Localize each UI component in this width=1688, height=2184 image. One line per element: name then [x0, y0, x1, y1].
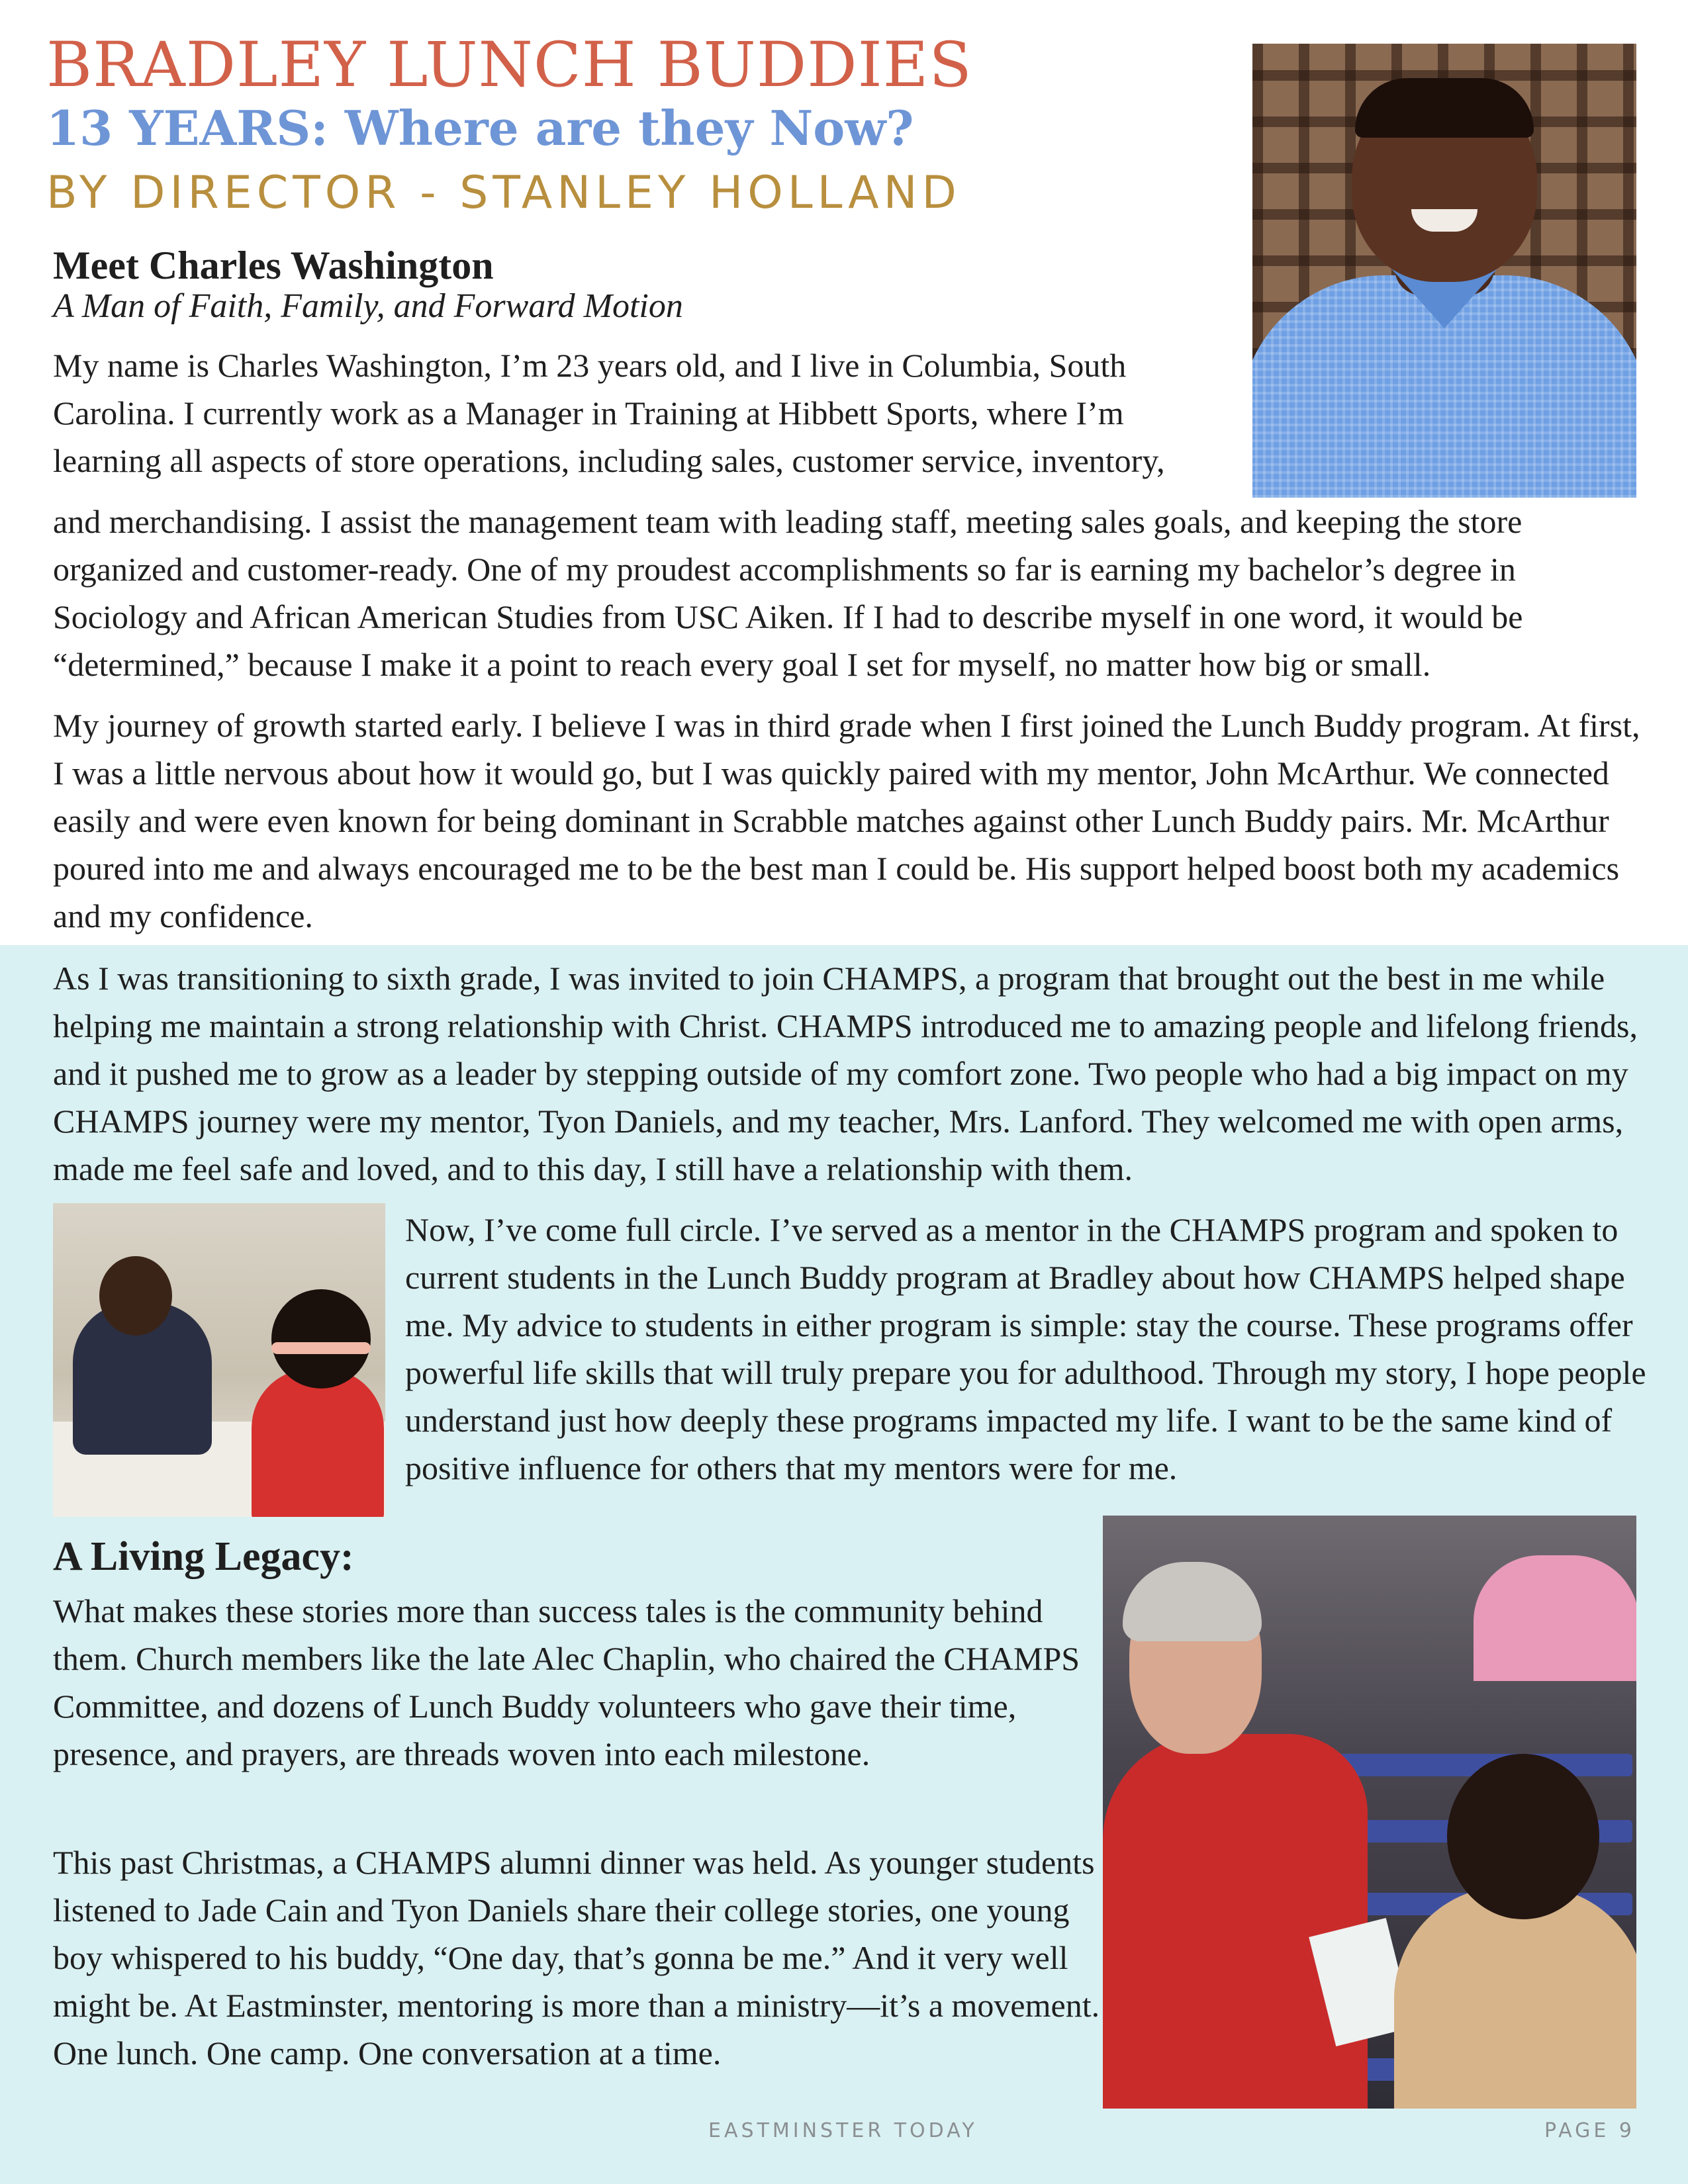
photo-volunteer-figure	[1103, 1734, 1368, 2109]
cafeteria-lunch-photo	[1103, 1516, 1636, 2109]
photo-background-child	[1474, 1555, 1636, 1681]
mentoring-session-photo	[53, 1203, 385, 1517]
photo-mentor-head	[99, 1256, 172, 1336]
body-paragraph-champs: As I was transitioning to sixth grade, I was invited to join CHAMPS, a program that brought out the best in me while helping me maintain a strong relationship with Christ. CHAMPS introduced me to amazing people and lifelong friends, and it pushed me to grow as a leader by stepping outside of my comfort zone. Two people who had a big impact on my CHAMPS journey were my mentor, Tyon Daniels, and my teacher, Mrs. Lanford. They welcomed me with open arms, made me feel safe and loved, and to this day, I still have a relationship with them.	[53, 960, 1638, 1187]
portrait-hair	[1355, 78, 1534, 138]
footer-publication: EASTMINSTER TODAY	[708, 2119, 978, 2142]
body-paragraph-intro: My name is Charles Washington, I’m 23 years old, and I live in Columbia, South Carolina. I currently work as a Manager in Training at Hibbett Sports, where I’m learning all aspects of store operations, including sales, customer service, inventory,	[53, 347, 1165, 479]
photo-student-headband	[271, 1342, 371, 1354]
profile-tagline: A Man of Faith, Family, and Forward Motion	[53, 287, 683, 325]
portrait-photo	[1252, 44, 1636, 498]
body-paragraph-intro-continued: and merchandising. I assist the management team with leading staff, meeting sales goals, and keeping the store organized and customer-ready. One of my proudest accomplishments so far is earning my bachelor’s degree in Sociology and African American Studies from USC Aiken. If I had to describe myself in one word, it would be “determined,” because I make it a point to reach every goal I set for myself, no matter how big or small.	[53, 503, 1523, 683]
legacy-paragraph-community: What makes these stories more than success tales is the community behind them. Church members like the late Alec Chaplin, who chaired the CHAMPS Committee, and dozens of Lunch Buddy volunteers who gave their time, presence, and prayers, are threads woven into each milestone.	[53, 1592, 1080, 1772]
legacy-paragraph-christmas: This past Christmas, a CHAMPS alumni dinner was held. As younger students listened to Jade Cain and Tyon Daniels share their college stories, one young boy whispered to his buddy, “One day, that’s gonna be me.” And it very well might be. At Eastminster, mentoring is more than a ministry—it’s a movement. One lunch. One camp. One conversation at a time.	[53, 1844, 1100, 2071]
photo-child-figure	[1394, 1886, 1636, 2109]
photo-student-head	[271, 1289, 371, 1388]
body-paragraph-lunch-buddy: My journey of growth started early. I believe I was in third grade when I first joined the Lunch Buddy program. At first, I was a little nervous about how it would go, but I was quickly paired with my mentor, John McArthur. We connected easily and were even known for being dominant in Scrabble matches against other Lunch Buddy pairs. Mr. McArthur poured into me and always encouraged me to be the best man I could be. His support helped boost both my academics and my confidence.	[53, 707, 1640, 934]
profile-heading: Meet Charles Washington	[53, 244, 494, 287]
page-title: BRADLEY LUNCH BUDDIES	[46, 29, 972, 101]
body-paragraph-full-circle: Now, I’ve come full circle. I’ve served as a mentor in the CHAMPS program and spoken to current students in the Lunch Buddy program at Bradley about how CHAMPS helped shape me. My advice to students in either program is simple: stay the course. These programs offer powerful life skills that will truly prepare you for adulthood. Through my story, I hope people understand just how deeply these programs impacted my life. I want to be the same kind of positive influence for others that my mentors were for me.	[405, 1211, 1646, 1486]
page-subtitle: 13 YEARS: Where are they Now?	[46, 100, 914, 156]
legacy-heading: A Living Legacy:	[53, 1534, 354, 1579]
photo-child-head	[1447, 1754, 1599, 1919]
photo-student-figure	[252, 1369, 384, 1517]
footer-page-number: PAGE 9	[1544, 2119, 1635, 2142]
photo-volunteer-hair	[1123, 1562, 1262, 1641]
author-byline: BY DIRECTOR - STANLEY HOLLAND	[46, 167, 961, 219]
